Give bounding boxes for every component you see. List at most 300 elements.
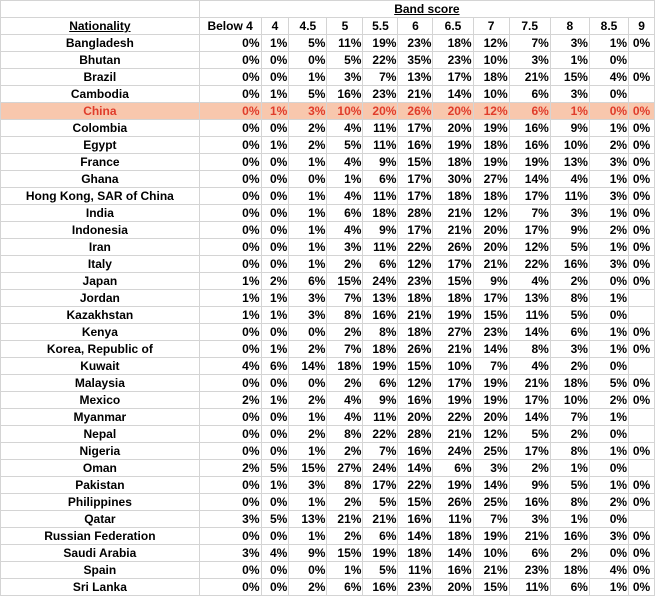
percent-cell[interactable]: 5% <box>550 477 589 494</box>
percent-cell[interactable]: 2% <box>261 273 289 290</box>
percent-cell[interactable]: 18% <box>433 154 473 171</box>
nationality-cell[interactable]: Egypt <box>1 137 200 154</box>
percent-cell[interactable]: 0% <box>199 222 261 239</box>
percent-cell[interactable]: 1% <box>589 443 628 460</box>
percent-cell[interactable]: 1% <box>261 35 289 52</box>
percent-cell[interactable]: 21% <box>509 375 550 392</box>
percent-cell[interactable]: 0% <box>261 69 289 86</box>
percent-cell[interactable]: 16% <box>363 579 398 596</box>
nationality-cell[interactable]: Iran <box>1 239 200 256</box>
percent-cell[interactable]: 22% <box>509 256 550 273</box>
percent-cell[interactable] <box>629 426 655 443</box>
percent-cell[interactable]: 27% <box>327 460 363 477</box>
percent-cell[interactable]: 17% <box>433 375 473 392</box>
percent-cell[interactable]: 0% <box>199 426 261 443</box>
percent-cell[interactable]: 4% <box>509 273 550 290</box>
percent-cell[interactable]: 20% <box>473 222 509 239</box>
percent-cell[interactable]: 0% <box>261 409 289 426</box>
percent-cell[interactable]: 18% <box>550 562 589 579</box>
percent-cell[interactable]: 0% <box>199 188 261 205</box>
percent-cell[interactable]: 27% <box>473 171 509 188</box>
percent-cell[interactable]: 0% <box>199 239 261 256</box>
percent-cell[interactable]: 18% <box>433 528 473 545</box>
percent-cell[interactable]: 1% <box>589 579 628 596</box>
percent-cell[interactable] <box>629 409 655 426</box>
nationality-cell[interactable]: Pakistan <box>1 477 200 494</box>
percent-cell[interactable]: 15% <box>473 307 509 324</box>
percent-cell[interactable]: 3% <box>589 528 628 545</box>
percent-cell[interactable] <box>629 358 655 375</box>
percent-cell[interactable]: 0% <box>629 35 655 52</box>
percent-cell[interactable]: 1% <box>289 239 327 256</box>
percent-cell[interactable]: 18% <box>398 324 433 341</box>
percent-cell[interactable]: 0% <box>261 443 289 460</box>
percent-cell[interactable]: 3% <box>589 188 628 205</box>
percent-cell[interactable]: 10% <box>473 545 509 562</box>
percent-cell[interactable]: 11% <box>363 188 398 205</box>
percent-cell[interactable]: 0% <box>589 52 628 69</box>
percent-cell[interactable]: 6% <box>509 86 550 103</box>
nationality-cell[interactable]: Oman <box>1 460 200 477</box>
percent-cell[interactable]: 11% <box>363 239 398 256</box>
percent-cell[interactable]: 1% <box>289 443 327 460</box>
percent-cell[interactable]: 26% <box>398 341 433 358</box>
percent-cell[interactable]: 10% <box>473 52 509 69</box>
percent-cell[interactable]: 2% <box>289 579 327 596</box>
percent-cell[interactable]: 6% <box>433 460 473 477</box>
percent-cell[interactable]: 0% <box>629 392 655 409</box>
percent-cell[interactable]: 19% <box>433 307 473 324</box>
nationality-cell[interactable]: Kuwait <box>1 358 200 375</box>
percent-cell[interactable]: 19% <box>433 477 473 494</box>
nationality-cell[interactable]: Korea, Republic of <box>1 341 200 358</box>
percent-cell[interactable]: 24% <box>363 273 398 290</box>
percent-cell[interactable]: 0% <box>289 171 327 188</box>
nationality-cell[interactable]: China <box>1 103 200 120</box>
percent-cell[interactable]: 19% <box>433 392 473 409</box>
percent-cell[interactable]: 2% <box>199 392 261 409</box>
percent-cell[interactable]: 8% <box>327 307 363 324</box>
percent-cell[interactable]: 20% <box>473 239 509 256</box>
percent-cell[interactable]: 0% <box>629 273 655 290</box>
percent-cell[interactable]: 21% <box>509 528 550 545</box>
percent-cell[interactable]: 1% <box>589 409 628 426</box>
percent-cell[interactable]: 17% <box>433 69 473 86</box>
percent-cell[interactable]: 12% <box>473 103 509 120</box>
percent-cell[interactable]: 16% <box>327 86 363 103</box>
percent-cell[interactable]: 16% <box>509 120 550 137</box>
nationality-cell[interactable]: Cambodia <box>1 86 200 103</box>
percent-cell[interactable]: 0% <box>589 86 628 103</box>
percent-cell[interactable]: 0% <box>629 103 655 120</box>
percent-cell[interactable]: 16% <box>550 256 589 273</box>
percent-cell[interactable]: 21% <box>433 426 473 443</box>
percent-cell[interactable]: 15% <box>398 358 433 375</box>
percent-cell[interactable]: 17% <box>473 290 509 307</box>
percent-cell[interactable]: 3% <box>589 154 628 171</box>
percent-cell[interactable]: 0% <box>629 154 655 171</box>
percent-cell[interactable]: 27% <box>433 324 473 341</box>
percent-cell[interactable]: 3% <box>289 477 327 494</box>
percent-cell[interactable]: 0% <box>589 511 628 528</box>
percent-cell[interactable] <box>629 290 655 307</box>
percent-cell[interactable]: 4% <box>327 392 363 409</box>
percent-cell[interactable]: 9% <box>473 273 509 290</box>
percent-cell[interactable]: 8% <box>550 443 589 460</box>
band-column-header[interactable]: 6 <box>398 18 433 35</box>
band-column-header[interactable]: 6.5 <box>433 18 473 35</box>
percent-cell[interactable]: 7% <box>473 511 509 528</box>
percent-cell[interactable]: 7% <box>509 205 550 222</box>
percent-cell[interactable]: 1% <box>261 103 289 120</box>
percent-cell[interactable]: 4% <box>327 120 363 137</box>
percent-cell[interactable]: 3% <box>589 256 628 273</box>
band-score-title[interactable]: Band score <box>199 1 654 18</box>
percent-cell[interactable]: 0% <box>629 205 655 222</box>
percent-cell[interactable]: 0% <box>199 52 261 69</box>
percent-cell[interactable]: 0% <box>199 341 261 358</box>
percent-cell[interactable]: 1% <box>199 273 261 290</box>
percent-cell[interactable]: 15% <box>398 154 433 171</box>
percent-cell[interactable]: 18% <box>473 69 509 86</box>
percent-cell[interactable]: 0% <box>261 52 289 69</box>
percent-cell[interactable]: 23% <box>363 86 398 103</box>
nationality-cell[interactable]: Bhutan <box>1 52 200 69</box>
percent-cell[interactable]: 0% <box>261 171 289 188</box>
percent-cell[interactable] <box>629 511 655 528</box>
band-column-header[interactable]: 8 <box>550 18 589 35</box>
percent-cell[interactable]: 23% <box>398 35 433 52</box>
percent-cell[interactable]: 28% <box>398 205 433 222</box>
percent-cell[interactable]: 1% <box>261 137 289 154</box>
percent-cell[interactable]: 2% <box>509 460 550 477</box>
nationality-cell[interactable]: Brazil <box>1 69 200 86</box>
percent-cell[interactable]: 0% <box>199 120 261 137</box>
percent-cell[interactable]: 8% <box>327 426 363 443</box>
percent-cell[interactable]: 5% <box>550 307 589 324</box>
nationality-cell[interactable]: Russian Federation <box>1 528 200 545</box>
percent-cell[interactable]: 8% <box>550 290 589 307</box>
percent-cell[interactable]: 14% <box>509 171 550 188</box>
percent-cell[interactable]: 24% <box>363 460 398 477</box>
percent-cell[interactable]: 1% <box>289 188 327 205</box>
percent-cell[interactable]: 8% <box>509 341 550 358</box>
percent-cell[interactable]: 21% <box>433 205 473 222</box>
percent-cell[interactable]: 17% <box>363 477 398 494</box>
percent-cell[interactable]: 3% <box>199 511 261 528</box>
percent-cell[interactable]: 14% <box>509 409 550 426</box>
percent-cell[interactable]: 16% <box>550 528 589 545</box>
percent-cell[interactable]: 1% <box>550 460 589 477</box>
percent-cell[interactable]: 14% <box>398 528 433 545</box>
percent-cell[interactable]: 0% <box>629 341 655 358</box>
percent-cell[interactable]: 16% <box>363 307 398 324</box>
percent-cell[interactable]: 18% <box>473 137 509 154</box>
percent-cell[interactable]: 17% <box>398 120 433 137</box>
nationality-cell[interactable]: Myanmar <box>1 409 200 426</box>
percent-cell[interactable]: 0% <box>289 52 327 69</box>
percent-cell[interactable]: 7% <box>550 409 589 426</box>
percent-cell[interactable]: 1% <box>289 154 327 171</box>
percent-cell[interactable]: 21% <box>433 341 473 358</box>
percent-cell[interactable]: 19% <box>433 137 473 154</box>
percent-cell[interactable]: 2% <box>550 545 589 562</box>
percent-cell[interactable]: 0% <box>589 426 628 443</box>
percent-cell[interactable]: 0% <box>199 137 261 154</box>
percent-cell[interactable]: 26% <box>433 239 473 256</box>
percent-cell[interactable]: 12% <box>509 239 550 256</box>
percent-cell[interactable]: 0% <box>629 375 655 392</box>
percent-cell[interactable]: 6% <box>363 528 398 545</box>
percent-cell[interactable]: 0% <box>629 69 655 86</box>
percent-cell[interactable]: 1% <box>589 477 628 494</box>
percent-cell[interactable]: 2% <box>550 273 589 290</box>
percent-cell[interactable]: 13% <box>289 511 327 528</box>
percent-cell[interactable]: 1% <box>289 69 327 86</box>
percent-cell[interactable]: 2% <box>589 494 628 511</box>
percent-cell[interactable]: 7% <box>473 358 509 375</box>
percent-cell[interactable]: 1% <box>550 511 589 528</box>
nationality-cell[interactable]: Ghana <box>1 171 200 188</box>
percent-cell[interactable]: 0% <box>261 375 289 392</box>
percent-cell[interactable]: 1% <box>199 307 261 324</box>
percent-cell[interactable]: 5% <box>363 494 398 511</box>
nationality-cell[interactable]: Mexico <box>1 392 200 409</box>
percent-cell[interactable]: 0% <box>199 375 261 392</box>
percent-cell[interactable]: 19% <box>473 120 509 137</box>
percent-cell[interactable]: 6% <box>289 273 327 290</box>
percent-cell[interactable] <box>629 307 655 324</box>
percent-cell[interactable]: 0% <box>261 528 289 545</box>
percent-cell[interactable]: 1% <box>289 528 327 545</box>
percent-cell[interactable]: 17% <box>398 188 433 205</box>
percent-cell[interactable]: 20% <box>433 103 473 120</box>
percent-cell[interactable]: 1% <box>289 205 327 222</box>
percent-cell[interactable]: 23% <box>509 562 550 579</box>
percent-cell[interactable]: 4% <box>327 409 363 426</box>
percent-cell[interactable]: 11% <box>327 35 363 52</box>
percent-cell[interactable]: 0% <box>629 120 655 137</box>
percent-cell[interactable]: 0% <box>589 460 628 477</box>
percent-cell[interactable]: 2% <box>289 392 327 409</box>
percent-cell[interactable]: 6% <box>363 375 398 392</box>
band-column-header[interactable]: 9 <box>629 18 655 35</box>
nationality-cell[interactable]: Bangladesh <box>1 35 200 52</box>
percent-cell[interactable]: 8% <box>550 494 589 511</box>
percent-cell[interactable]: 0% <box>629 256 655 273</box>
percent-cell[interactable]: 14% <box>433 86 473 103</box>
percent-cell[interactable]: 9% <box>550 120 589 137</box>
percent-cell[interactable]: 11% <box>509 579 550 596</box>
percent-cell[interactable]: 0% <box>629 477 655 494</box>
percent-cell[interactable]: 9% <box>550 222 589 239</box>
percent-cell[interactable]: 1% <box>261 392 289 409</box>
percent-cell[interactable]: 20% <box>363 103 398 120</box>
percent-cell[interactable]: 4% <box>550 171 589 188</box>
percent-cell[interactable]: 25% <box>473 494 509 511</box>
nationality-cell[interactable]: Italy <box>1 256 200 273</box>
percent-cell[interactable]: 1% <box>589 239 628 256</box>
percent-cell[interactable]: 1% <box>327 562 363 579</box>
percent-cell[interactable]: 4% <box>589 69 628 86</box>
percent-cell[interactable]: 30% <box>433 171 473 188</box>
percent-cell[interactable]: 3% <box>289 103 327 120</box>
percent-cell[interactable]: 0% <box>629 222 655 239</box>
percent-cell[interactable]: 7% <box>363 69 398 86</box>
band-column-header[interactable]: 4.5 <box>289 18 327 35</box>
band-column-header[interactable]: 8.5 <box>589 18 628 35</box>
percent-cell[interactable]: 9% <box>363 222 398 239</box>
percent-cell[interactable]: 14% <box>509 324 550 341</box>
percent-cell[interactable]: 5% <box>589 375 628 392</box>
nationality-cell[interactable]: Nepal <box>1 426 200 443</box>
percent-cell[interactable]: 2% <box>327 494 363 511</box>
percent-cell[interactable]: 16% <box>398 443 433 460</box>
percent-cell[interactable]: 0% <box>199 154 261 171</box>
percent-cell[interactable]: 16% <box>433 562 473 579</box>
percent-cell[interactable]: 25% <box>473 443 509 460</box>
percent-cell[interactable]: 0% <box>199 171 261 188</box>
percent-cell[interactable]: 2% <box>327 256 363 273</box>
percent-cell[interactable]: 3% <box>550 86 589 103</box>
percent-cell[interactable]: 20% <box>433 120 473 137</box>
percent-cell[interactable]: 17% <box>509 443 550 460</box>
percent-cell[interactable]: 14% <box>473 477 509 494</box>
percent-cell[interactable]: 3% <box>289 307 327 324</box>
percent-cell[interactable]: 17% <box>433 256 473 273</box>
percent-cell[interactable]: 19% <box>363 545 398 562</box>
percent-cell[interactable]: 12% <box>473 205 509 222</box>
percent-cell[interactable]: 18% <box>473 188 509 205</box>
percent-cell[interactable]: 4% <box>589 562 628 579</box>
percent-cell[interactable] <box>629 460 655 477</box>
percent-cell[interactable]: 22% <box>398 477 433 494</box>
percent-cell[interactable]: 0% <box>629 137 655 154</box>
percent-cell[interactable]: 7% <box>509 35 550 52</box>
percent-cell[interactable]: 0% <box>261 256 289 273</box>
percent-cell[interactable]: 0% <box>199 35 261 52</box>
percent-cell[interactable]: 21% <box>433 222 473 239</box>
percent-cell[interactable]: 21% <box>327 511 363 528</box>
percent-cell[interactable]: 6% <box>509 545 550 562</box>
nationality-cell[interactable]: India <box>1 205 200 222</box>
nationality-cell[interactable]: Malaysia <box>1 375 200 392</box>
percent-cell[interactable]: 14% <box>473 341 509 358</box>
percent-cell[interactable]: 8% <box>363 324 398 341</box>
percent-cell[interactable]: 11% <box>509 307 550 324</box>
percent-cell[interactable]: 35% <box>398 52 433 69</box>
percent-cell[interactable]: 0% <box>199 256 261 273</box>
percent-cell[interactable]: 2% <box>327 443 363 460</box>
percent-cell[interactable]: 3% <box>473 460 509 477</box>
percent-cell[interactable]: 1% <box>589 120 628 137</box>
percent-cell[interactable]: 5% <box>363 562 398 579</box>
percent-cell[interactable]: 19% <box>509 154 550 171</box>
percent-cell[interactable]: 11% <box>398 562 433 579</box>
percent-cell[interactable]: 4% <box>199 358 261 375</box>
percent-cell[interactable]: 2% <box>327 375 363 392</box>
percent-cell[interactable]: 0% <box>629 579 655 596</box>
percent-cell[interactable]: 19% <box>473 528 509 545</box>
percent-cell[interactable]: 1% <box>261 290 289 307</box>
percent-cell[interactable]: 6% <box>327 205 363 222</box>
percent-cell[interactable]: 6% <box>261 358 289 375</box>
percent-cell[interactable]: 4% <box>327 188 363 205</box>
nationality-cell[interactable]: Indonesia <box>1 222 200 239</box>
percent-cell[interactable]: 12% <box>398 256 433 273</box>
percent-cell[interactable]: 0% <box>261 205 289 222</box>
percent-cell[interactable]: 11% <box>550 188 589 205</box>
percent-cell[interactable]: 3% <box>550 341 589 358</box>
percent-cell[interactable]: 24% <box>433 443 473 460</box>
percent-cell[interactable]: 2% <box>550 426 589 443</box>
percent-cell[interactable]: 16% <box>398 137 433 154</box>
nationality-cell[interactable]: Nigeria <box>1 443 200 460</box>
percent-cell[interactable]: 1% <box>289 222 327 239</box>
percent-cell[interactable]: 17% <box>509 222 550 239</box>
percent-cell[interactable]: 3% <box>509 511 550 528</box>
percent-cell[interactable]: 0% <box>261 239 289 256</box>
percent-cell[interactable]: 3% <box>199 545 261 562</box>
percent-cell[interactable]: 20% <box>398 409 433 426</box>
percent-cell[interactable]: 0% <box>199 528 261 545</box>
percent-cell[interactable]: 0% <box>589 307 628 324</box>
percent-cell[interactable]: 0% <box>289 562 327 579</box>
percent-cell[interactable]: 17% <box>398 222 433 239</box>
percent-cell[interactable]: 0% <box>261 426 289 443</box>
percent-cell[interactable]: 14% <box>289 358 327 375</box>
percent-cell[interactable]: 18% <box>433 188 473 205</box>
percent-cell[interactable]: 4% <box>327 154 363 171</box>
percent-cell[interactable]: 0% <box>261 562 289 579</box>
percent-cell[interactable]: 11% <box>433 511 473 528</box>
percent-cell[interactable]: 3% <box>327 239 363 256</box>
percent-cell[interactable]: 0% <box>199 477 261 494</box>
percent-cell[interactable]: 1% <box>589 341 628 358</box>
percent-cell[interactable]: 0% <box>261 222 289 239</box>
percent-cell[interactable]: 4% <box>509 358 550 375</box>
percent-cell[interactable]: 5% <box>327 137 363 154</box>
percent-cell[interactable]: 0% <box>289 375 327 392</box>
percent-cell[interactable]: 21% <box>473 562 509 579</box>
percent-cell[interactable]: 1% <box>261 341 289 358</box>
percent-cell[interactable]: 1% <box>289 409 327 426</box>
percent-cell[interactable]: 18% <box>433 35 473 52</box>
percent-cell[interactable]: 0% <box>629 171 655 188</box>
percent-cell[interactable]: 0% <box>629 494 655 511</box>
percent-cell[interactable]: 23% <box>433 52 473 69</box>
nationality-cell[interactable]: Japan <box>1 273 200 290</box>
percent-cell[interactable]: 6% <box>550 579 589 596</box>
percent-cell[interactable]: 15% <box>433 273 473 290</box>
percent-cell[interactable]: 1% <box>289 256 327 273</box>
percent-cell[interactable]: 21% <box>398 86 433 103</box>
percent-cell[interactable]: 1% <box>327 171 363 188</box>
nationality-cell[interactable]: Kazakhstan <box>1 307 200 324</box>
percent-cell[interactable]: 26% <box>398 103 433 120</box>
percent-cell[interactable]: 18% <box>327 358 363 375</box>
percent-cell[interactable]: 14% <box>433 545 473 562</box>
nationality-cell[interactable]: Qatar <box>1 511 200 528</box>
percent-cell[interactable]: 1% <box>589 171 628 188</box>
percent-cell[interactable]: 0% <box>199 69 261 86</box>
percent-cell[interactable]: 0% <box>261 188 289 205</box>
percent-cell[interactable]: 0% <box>199 409 261 426</box>
percent-cell[interactable]: 10% <box>550 137 589 154</box>
percent-cell[interactable]: 3% <box>550 35 589 52</box>
percent-cell[interactable]: 20% <box>433 579 473 596</box>
percent-cell[interactable]: 1% <box>589 35 628 52</box>
